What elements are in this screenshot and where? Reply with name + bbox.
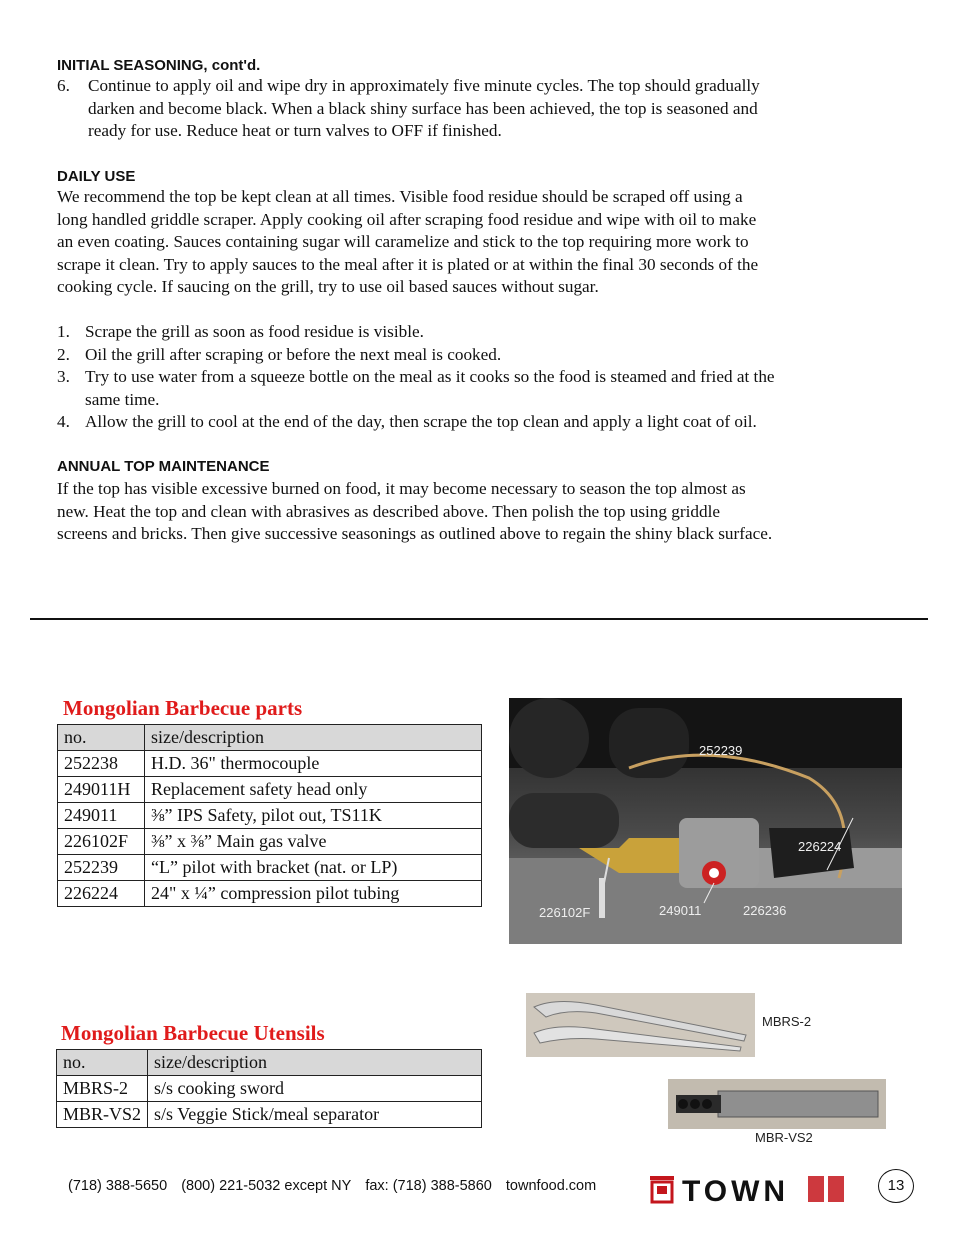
parts-title: Mongolian Barbecue parts [63,696,303,720]
veggie-stick-photo [668,1079,886,1129]
photo-label: 252239 [699,743,743,758]
veggie-stick-caption: MBR-VS2 [755,1130,813,1145]
footer-contact [68,1178,606,1194]
header-cell: no. [57,1050,148,1076]
text-line: same time. [85,389,160,409]
table-row [58,881,482,907]
photo-label: 226224 [798,839,842,854]
daily-heading: DAILY USE [57,168,136,185]
cell: ⅜” x ⅜” Main gas valve [145,829,482,855]
list-item [57,366,947,411]
photo-label: 226102F [539,905,591,920]
sword-illustration [526,993,755,1057]
cell: H.D. 36" thermocouple [145,751,482,777]
header-cell: size/description [145,725,482,751]
header-cell: size/description [148,1050,482,1076]
text-line: Scrape the grill as soon as food residue is visible. [85,322,424,341]
town-logo-icon [648,1172,852,1206]
text-line: ready for use. Reduce heat or turn valves to OFF if finished. [88,121,502,140]
cell: Replacement safety head only [145,777,482,803]
website-text: townfood.com [505,1178,597,1194]
text-line: screens and bricks. Then give successive seasonings as outlined above to regain the shiny black surface. [57,524,773,543]
parts-table [57,724,482,907]
table-header [57,1050,482,1076]
cell: “L” pilot with bracket (nat. or LP) [145,855,482,881]
table-row [58,855,482,881]
list-number: 1. [57,322,70,341]
text-line: cooking cycle. If saucing on the grill, try to use oil based sauces without sugar. [57,277,599,296]
town-logo [648,1172,852,1206]
cell: 226224 [58,881,145,907]
photo-label: 249011 [659,903,702,918]
cell: s/s Veggie Stick/meal separator [148,1102,482,1128]
daily-list [57,321,947,434]
table-row [58,751,482,777]
cell: ⅜” IPS Safety, pilot out, TS11K [145,803,482,829]
text-line: Oil the grill after scraping or before the next meal is cooked. [85,344,502,364]
sword-caption: MBRS-2 [762,1014,812,1029]
utensils-title: Mongolian Barbecue Utensils [61,1021,325,1045]
cell: 249011 [58,803,145,829]
seasoning-item [57,75,937,143]
table-row [57,1102,482,1128]
daily-paragraph [57,186,947,299]
fax-text: fax: (718) 388-5860 [365,1178,492,1194]
section-divider [30,618,928,620]
seasoning-heading: INITIAL SEASONING, cont'd. [57,57,261,74]
table-row [57,1076,482,1102]
veggie-stick-illustration [668,1079,886,1129]
parts-photo [509,698,902,944]
text-line: long handled griddle scraper. Apply cooking oil after scraping food residue and wipe with oil to make [57,209,757,229]
annual-heading: ANNUAL TOP MAINTENANCE [57,458,270,475]
text-line: new. Heat the top and clean with abrasives as described above. Then polish the top using griddle [57,501,720,521]
photo-label: 226236 [743,903,787,918]
utensils-table [56,1049,482,1128]
table-row [58,829,482,855]
cell: 252238 [58,751,145,777]
text-line: darken and become black. When a black shiny surface has been achieved, the top is seasoned and [88,98,758,118]
page-number: 13 [878,1169,914,1203]
annual-paragraph [57,478,947,546]
sword-photo [526,993,755,1057]
list-item [57,344,947,367]
text-line: an even coating. Sauces containing sugar will caramelize and stick to the top requiring more work to [57,232,749,251]
list-number: 3. [57,367,70,386]
text-line: If the top has visible excessive burned on food, it may become necessary to season the top almost as [57,479,746,498]
cell: MBR-VS2 [57,1102,148,1128]
cell: 24" x ¼” compression pilot tubing [145,881,482,907]
table-header [58,725,482,751]
text-line: Allow the grill to cool at the end of the day, then scrape the top clean and apply a light coat of oil. [85,412,757,431]
table-row [58,803,482,829]
phone-text: (718) 388-5650 [68,1178,168,1194]
text-line: Continue to apply oil and wipe dry in approximately five minute cycles. The top should gradually [88,76,760,95]
cell: MBRS-2 [57,1076,148,1102]
cell: 226102F [58,829,145,855]
header-cell: no. [58,725,145,751]
text-line: scrape it clean. Try to apply sauces to the meal after it is plated or at within the final 30 seconds of the [57,254,759,274]
table-row [58,777,482,803]
text-line: We recommend the top be kept clean at all times. Visible food residue should be scraped off using a [57,187,743,206]
text-line: Try to use water from a squeeze bottle on the meal as it cooks so the food is steamed and fried at the [85,367,775,386]
list-item [57,321,947,344]
cell: s/s cooking sword [148,1076,482,1102]
cell: 252239 [58,855,145,881]
list-number: 6. [57,76,70,95]
list-item [57,411,947,434]
tollfree-text: (800) 221-5032 except NY [181,1178,352,1194]
list-number: 2. [57,344,70,364]
logo-text: TOWN [682,1175,790,1206]
cell: 249011H [58,777,145,803]
list-number: 4. [57,412,70,431]
